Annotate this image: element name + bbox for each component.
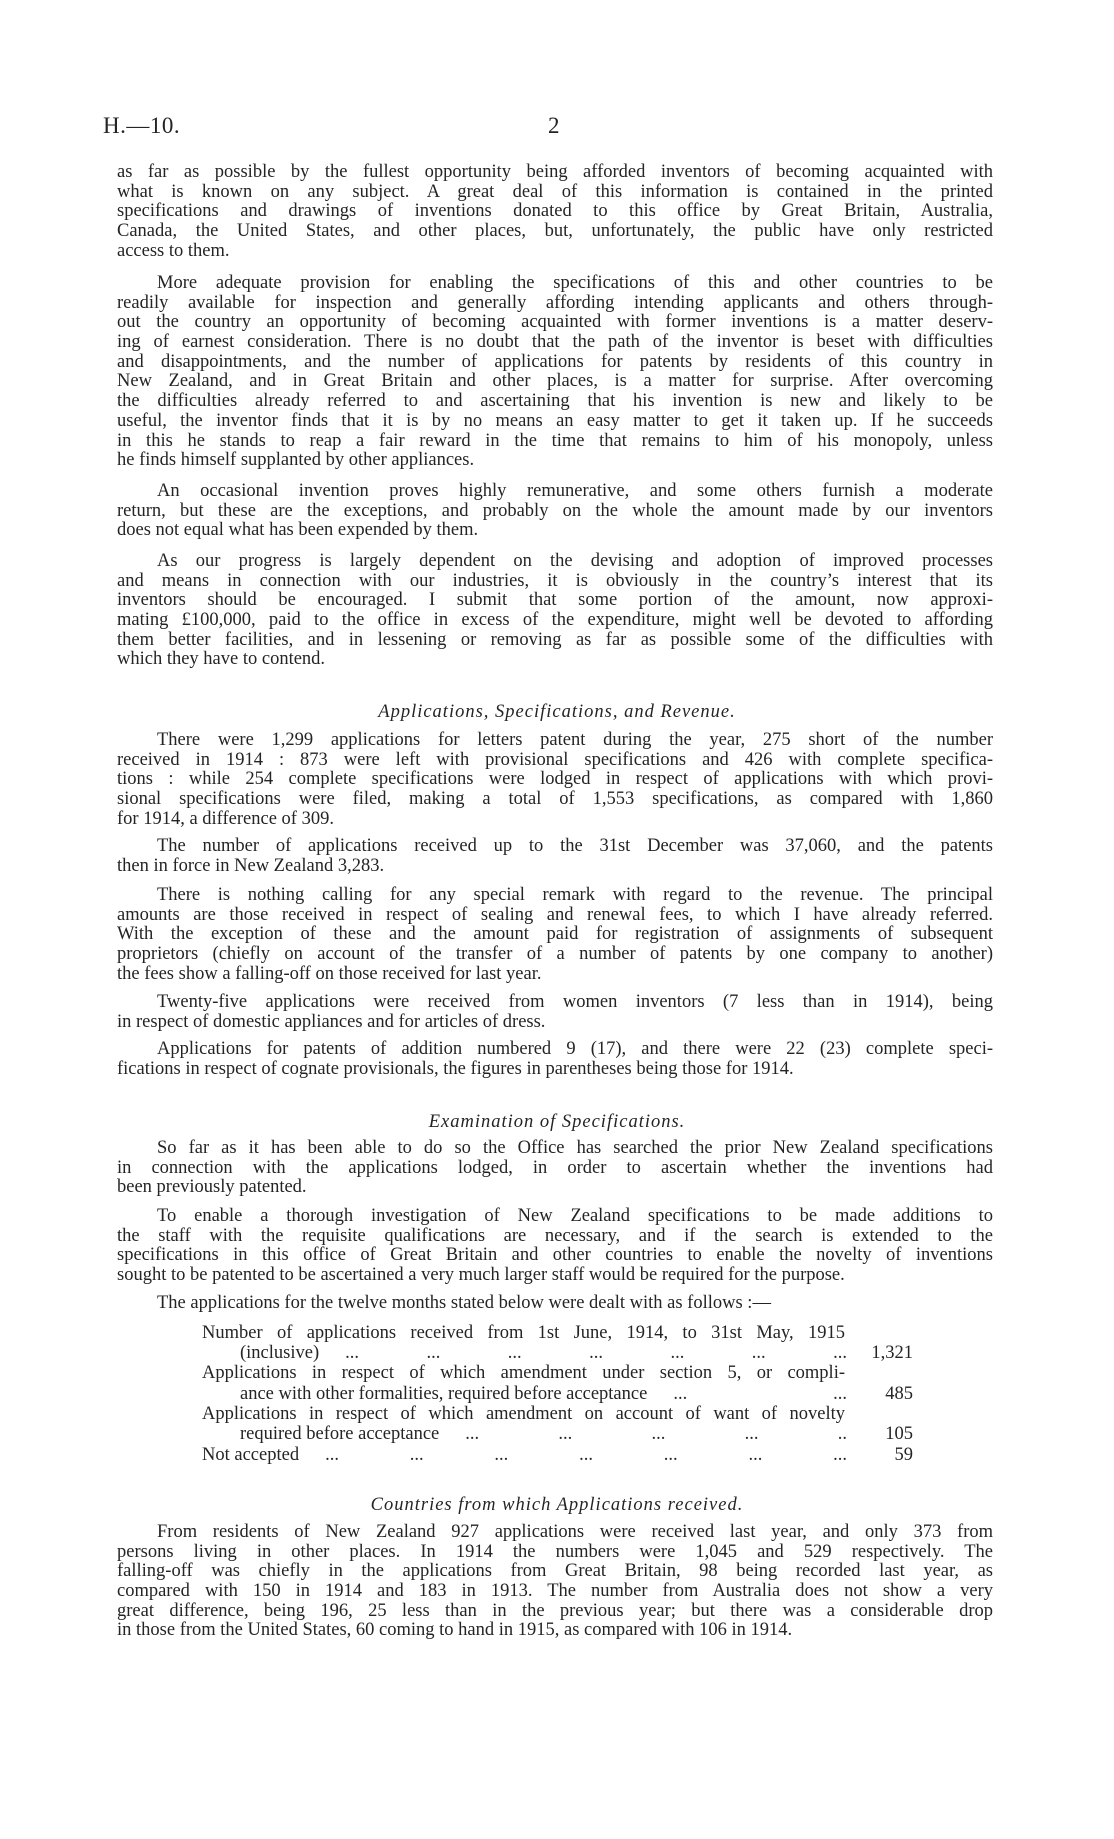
paragraph bbox=[117, 731, 993, 829]
paragraph-line: useful, the inventor finds that it is by no means an easy matter to get it taken up. If he succeeds bbox=[117, 411, 993, 431]
paragraph-line: access to them. bbox=[117, 241, 230, 261]
table-row bbox=[240, 1384, 913, 1404]
table-row-label: ance with other formalities, required before acceptance bbox=[240, 1384, 648, 1404]
paragraph-line: From residents of New Zealand 927 applications were received last year, and only 373 from bbox=[157, 1523, 993, 1542]
dot-leader: ... ... ... ... .. bbox=[465, 1424, 847, 1444]
table-row bbox=[240, 1343, 913, 1363]
dot-leader: ... ... ... ... ... ... ... bbox=[325, 1445, 847, 1465]
section-heading: Examination of Specifications. bbox=[428, 1112, 686, 1132]
paragraph-line: return, but these are the exceptions, and probably on the whole the amount made by our inventors bbox=[117, 501, 993, 521]
paragraph-line: the difficulties already referred to and ascertaining that his invention is new and likely to be bbox=[117, 392, 993, 412]
paragraph-line: fications in respect of cognate provisionals, the figures in parentheses being those for 1914. bbox=[117, 1059, 794, 1079]
paragraph bbox=[117, 274, 993, 471]
paragraph bbox=[117, 1523, 993, 1641]
table-row-label: required before acceptance bbox=[240, 1424, 440, 1444]
paragraph-line: out the country an opportunity of becoming acquainted with former inventions is a matter deserv- bbox=[117, 313, 993, 333]
paragraph-line: sional specifications were filed, making a total of 1,553 specifications, as compared with 1,860 bbox=[117, 790, 993, 810]
paragraph-line: persons living in other places. In 1914 the numbers were 1,045 and 529 respectively. The bbox=[117, 1542, 993, 1562]
table-row-label: (inclusive) bbox=[240, 1343, 320, 1363]
paragraph-line: in respect of domestic appliances and for articles of dress. bbox=[117, 1012, 546, 1032]
paragraph-line: Applications for patents of addition numbered 9 (17), and there were 22 (23) complete speci- bbox=[157, 1040, 993, 1059]
paragraph bbox=[117, 163, 993, 261]
paragraph-line: falling-off was chiefly in the applications from Great Britain, 98 being recorded last year, as bbox=[117, 1562, 993, 1582]
table-row-value: 59 bbox=[894, 1445, 913, 1465]
paragraph-line: the staff with the requisite qualifications are necessary, and if the search is extended to the bbox=[117, 1226, 993, 1246]
paragraph-line: readily available for inspection and generally affording intending applicants and others through- bbox=[117, 293, 993, 313]
table-row-value: 1,321 bbox=[871, 1343, 913, 1363]
paragraph-line: and means in connection with our industries, it is obviously in the country’s interest that its bbox=[117, 571, 993, 591]
page-number: 2 bbox=[548, 113, 560, 138]
table-row-value: 105 bbox=[885, 1424, 913, 1444]
paragraph-line: There were 1,299 applications for letters patent during the year, 275 short of the number bbox=[157, 731, 993, 750]
paragraph bbox=[117, 482, 993, 541]
paragraph-line: amounts are those received in respect of sealing and renewal fees, to which I have already referred. bbox=[117, 905, 993, 925]
dot-leader: ... ... ... ... ... ... ... bbox=[345, 1343, 847, 1363]
paragraph-line: There is nothing calling for any special remark with regard to the revenue. The principal bbox=[157, 886, 993, 905]
paragraph bbox=[117, 1139, 993, 1198]
paragraph-line: been previously patented. bbox=[117, 1178, 307, 1198]
paragraph-line: in connection with the applications lodged, in order to ascertain whether the inventions had bbox=[117, 1158, 993, 1178]
table-row bbox=[202, 1445, 913, 1465]
paragraph-line: More adequate provision for enabling the specifications of this and other countries to be bbox=[157, 274, 993, 293]
paragraph-line: sought to be patented to be ascertained a very much larger staff would be required for the purpose. bbox=[117, 1266, 845, 1286]
table-row-label: Number of applications received from 1st June, 1914, to 31st May, 1915 bbox=[202, 1323, 845, 1343]
table-row bbox=[240, 1424, 913, 1444]
section-heading: Countries from which Applications received. bbox=[370, 1495, 744, 1515]
paragraph-line: The number of applications received up to the 31st December was 37,060, and the patents bbox=[157, 837, 993, 856]
paragraph-line: An occasional invention proves highly remunerative, and some others furnish a moderate bbox=[157, 482, 993, 501]
paragraph-line: The applications for the twelve months stated below were dealt with as follows :— bbox=[157, 1294, 771, 1313]
paragraph-line: which they have to contend. bbox=[117, 650, 326, 670]
section-heading: Applications, Specifications, and Revenue. bbox=[378, 702, 736, 722]
table-row-label: Applications in respect of which amendment under section 5, or compli- bbox=[202, 1363, 845, 1383]
paragraph-line: tions : while 254 complete specifications were lodged in respect of applications with which provi- bbox=[117, 770, 993, 790]
paragraph-line: proprietors (chiefly on account of the transfer of a number of patents by one company to another) bbox=[117, 945, 993, 965]
paragraph-line: specifications and drawings of inventions donated to this office by Great Britain, Australia, bbox=[117, 202, 993, 222]
paragraph-line: With the exception of these and the amount paid for registration of assignments of subsequent bbox=[117, 925, 993, 945]
paragraph-line: So far as it has been able to do so the Office has searched the prior New Zealand specifications bbox=[157, 1139, 993, 1158]
paragraph-line: the fees show a falling-off on those received for last year. bbox=[117, 964, 542, 984]
paragraph-line: received in 1914 : 873 were left with provisional specifications and 426 with complete specifica- bbox=[117, 750, 993, 770]
paragraph-line: mating £100,000, paid to the office in excess of the expenditure, might well be devoted to affording bbox=[117, 611, 993, 631]
paragraph bbox=[117, 837, 993, 876]
paragraph-line: Twenty-five applications were received from women inventors (7 less than in 1914), being bbox=[157, 993, 993, 1012]
document-reference: H.—10. bbox=[103, 113, 181, 138]
paragraph-line: specifications in this office of Great Britain and other countries to enable the novelty of inventions bbox=[117, 1246, 993, 1266]
paragraph-line: them better facilities, and in lessening or removing as far as possible some of the difficulties with bbox=[117, 630, 993, 650]
paragraph bbox=[117, 552, 993, 670]
paragraph-line: what is known on any subject. A great deal of this information is contained in the printed bbox=[117, 182, 993, 202]
paragraph-line: As our progress is largely dependent on the devising and adoption of improved processes bbox=[157, 552, 993, 571]
paragraph-line: great difference, being 196, 25 less than in the previous year; but there was a considerable drop bbox=[117, 1601, 993, 1621]
paragraph bbox=[117, 886, 993, 984]
paragraph-line: and disappointments, and the number of applications for patents by residents of this country in bbox=[117, 352, 993, 372]
dot-leader: ... ... bbox=[673, 1384, 847, 1404]
paragraph-line: inventors should be encouraged. I submit that some portion of the amount, now approxi- bbox=[117, 591, 993, 611]
paragraph bbox=[117, 993, 993, 1032]
paragraph-line: does not equal what has been expended by them. bbox=[117, 521, 479, 541]
table-row-value: 485 bbox=[885, 1384, 913, 1404]
paragraph-line: New Zealand, and in Great Britain and other places, is a matter for surprise. After overcoming bbox=[117, 372, 993, 392]
paragraph bbox=[117, 1040, 993, 1079]
paragraph-line: To enable a thorough investigation of New Zealand specifications to be made additions to bbox=[157, 1207, 993, 1226]
table-row-label: Not accepted bbox=[202, 1445, 300, 1465]
table-row-label: Applications in respect of which amendment on account of want of novelty bbox=[202, 1404, 845, 1424]
paragraph-line: as far as possible by the fullest opportunity being afforded inventors of becoming acquainted with bbox=[117, 163, 993, 182]
paragraph-line: Canada, the United States, and other places, but, unfortunately, the public have only restricted bbox=[117, 222, 993, 242]
paragraph bbox=[117, 1294, 993, 1314]
paragraph-line: he finds himself supplanted by other appliances. bbox=[117, 451, 475, 471]
paragraph-line: ing of earnest consideration. There is no doubt that the path of the inventor is beset with difficulties bbox=[117, 333, 993, 353]
paragraph-line: in this he stands to reap a fair reward in the time that remains to him of his monopoly, unless bbox=[117, 431, 993, 451]
paragraph-line: in those from the United States, 60 coming to hand in 1915, as compared with 106 in 1914. bbox=[117, 1621, 793, 1641]
paragraph-line: for 1914, a difference of 309. bbox=[117, 809, 334, 829]
paragraph-line: then in force in New Zealand 3,283. bbox=[117, 856, 385, 876]
paragraph-line: compared with 150 in 1914 and 183 in 1913. The number from Australia does not show a very bbox=[117, 1582, 993, 1602]
paragraph bbox=[117, 1207, 993, 1286]
